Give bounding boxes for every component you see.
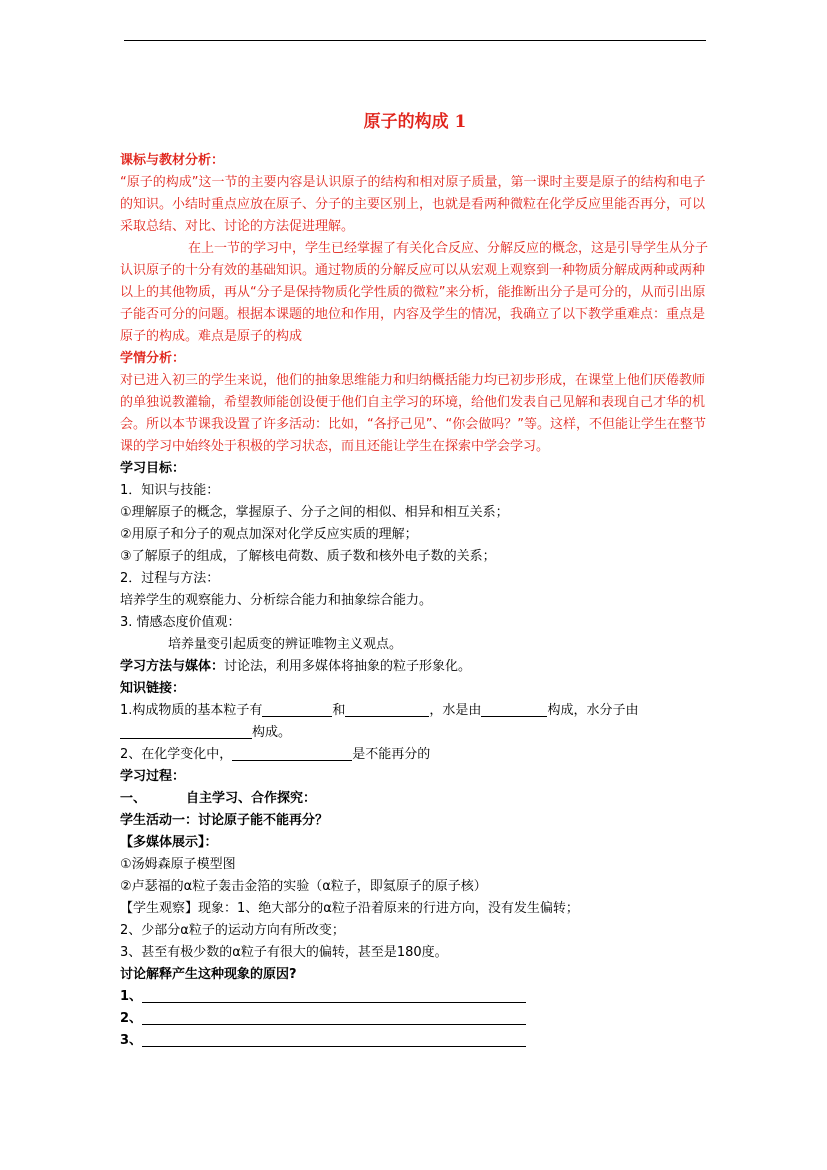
part-1-heading [120,788,710,810]
answer-line-3 [120,1030,710,1052]
blank-5[interactable] [232,745,352,761]
link-1-text-e: 构成。 [252,725,292,740]
link-2-text-a: 2、在化学变化中， [120,747,233,762]
observe-line-1 [120,898,710,920]
answer-1-blank[interactable] [142,987,526,1003]
goals-heading: 学习目标： [120,461,186,476]
curriculum-paragraph-1: “原子的构成”这一节的主要内容是认识原子的结构和相对原子质量，第一课时主要是原子的结构和电子的知识。小结时重点应放在原子、分子的主要区别上，也就是看两种微粒在化学反应里能否再分，可以采取总结、对比、讨论的方法促进理解。 [120,175,706,234]
link-2-text-b: 是不能再分的 [352,747,431,762]
answer-2-label: 2、 [120,1011,143,1026]
blank-1[interactable] [262,701,332,717]
part-1-title: 自主学习、合作探究： [186,791,317,806]
link-1 [120,700,710,722]
answer-3-label: 3、 [120,1033,143,1048]
curriculum-paragraph-2: 在上一节的学习中，学生已经掌握了有关化合反应、分解反应的概念，这是引导学生从分子认识原子的十分有效的基础知识。通过物质的分解反应可以从宏观上观察到一种物质分解成两种或两种以上的其他物质，再从“分子是保持物质化学性质的微粒”来分析，能推断出分子是可分的，从而引出原子能否可分的问题。根据本课题的地位和作用，内容及学生的情况，我确立了以下教学重难点：重点是原子的构成。难点是原子的构成 [120,241,709,344]
goal-3-a: 培养量变引起质变的辨证唯物主义观点。 [168,637,403,652]
media-heading: 【多媒体展示】： [120,835,218,850]
part-1-number: 一、 [120,791,147,806]
observe-line-2: 2、少部分α粒子的运动方向有所改变； [120,923,345,938]
learner-paragraph: 对已进入初三的学生来说，他们的抽象思维能力和归纳概括能力均已初步形成，在课堂上他们厌倦教师的单独说教灌输，希望教师能创设便于他们自主学习的环境，给他们发表自己见解和表现自己才华的机会。所以本节课我设置了许多活动：比如，“各抒己见”、“你会做吗？”等。这样，不但能让学生在整节课的学习中始终处于积极的学习状态，而且还能让学生在探索中学会学习。 [120,373,706,454]
blank-3[interactable] [481,701,547,717]
learner-heading: 学情分析： [120,351,186,366]
process-heading: 学习过程： [120,769,186,784]
link-2 [120,744,710,766]
link-1-text-a: 1.构成物质的基本粒子有 [120,703,263,718]
blank-2[interactable] [345,701,429,717]
method-line [120,656,710,678]
answer-line-1 [120,986,710,1008]
answer-2-blank[interactable] [142,1009,526,1025]
answer-3-blank[interactable] [142,1031,526,1047]
goal-3: 3. 情感态度价值观： [120,615,241,630]
link-1-cont [120,722,710,744]
links-heading: 知识链接： [120,681,186,696]
observe-tag: 【学生观察】 [120,901,199,916]
link-1-text-b: 和 [332,703,346,718]
page-title: 原子的构成 1 [363,112,467,132]
goal-2-a: 培养学生的观察能力、分析综合能力和抽象综合能力。 [120,593,433,608]
goal-1-c: ③了解原子的组成，了解核电荷数、质子数和核外电子数的关系； [120,549,496,564]
media-item-2: ②卢瑟福的α粒子轰击金箔的实验（α粒子，即氦原子的原子核） [120,879,487,894]
answer-line-2 [120,1008,710,1030]
discuss-heading: 讨论解释产生这种现象的原因? [120,967,297,982]
observe-line-3: 3、甚至有极少数的α粒子有很大的偏转，甚至是180度。 [120,945,448,960]
link-1-text-c: ，水是由 [429,703,482,718]
header-rule [124,40,706,41]
method-heading: 学习方法与媒体： [120,659,225,674]
goal-1: 1．知识与技能： [120,483,220,498]
media-item-1: ①汤姆森原子模型图 [120,857,236,872]
curriculum-heading: 课标与教材分析： [120,153,225,168]
goal-1-a: ①理解原子的概念，掌握原子、分子之间的相似、相异和相互关系； [120,505,509,520]
observe-text-1: 现象：1、绝大部分的α粒子沿着原来的行进方向，没有发生偏转； [198,901,579,916]
blank-4[interactable] [120,723,252,739]
goal-1-b: ②用原子和分子的观点加深对化学反应实质的理解； [120,527,418,542]
document-body [120,110,710,1052]
activity-1-heading: 学生活动一：讨论原子能不能再分？ [120,813,329,828]
goal-2: 2．过程与方法： [120,571,220,586]
answer-1-label: 1、 [120,989,143,1004]
link-1-text-d: 构成，水分子由 [547,703,639,718]
method-text: 讨论法，利用多媒体将抽象的粒子形象化。 [224,659,472,674]
